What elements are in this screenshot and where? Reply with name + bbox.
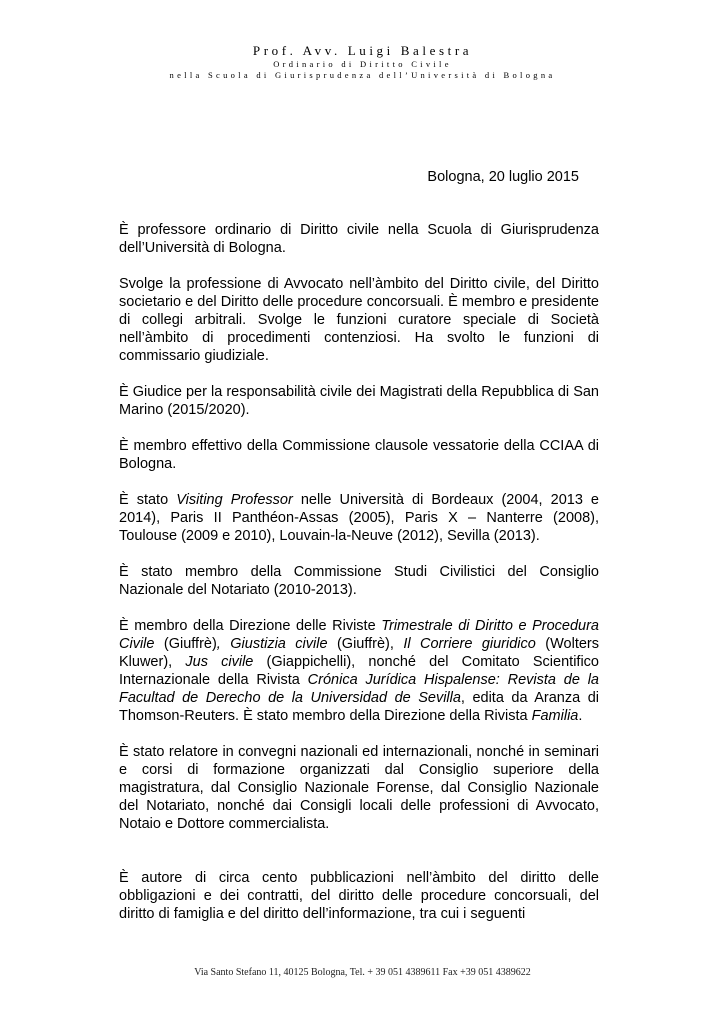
journal-title: Trimestrale di Diritto e Procedura Civile bbox=[119, 618, 599, 652]
letter-date: Bologna, 20 luglio 2015 bbox=[427, 169, 579, 185]
paragraph-cciaa-commission: È membro effettivo della Commissione clausole vessatorie della CCIAA di Bologna. bbox=[119, 438, 599, 472]
letter-body bbox=[119, 221, 599, 923]
letterhead bbox=[0, 42, 725, 81]
letterhead-subtitle-position: Ordinario di Diritto Civile bbox=[273, 59, 452, 69]
paragraph-legal-practice: Svolge la professione di Avvocato nell’àmbito del Diritto civile, del Diritto societario e del Diritto delle procedure concorsuali. È membro e presidente di collegi arbitrali. Svolge le funzioni curatore speciale di Società nell’àmbito di procedimenti contenziosi. Ha svolto le funzioni di commissario giudiziale. bbox=[119, 276, 599, 364]
paragraph-journal-boards bbox=[119, 617, 599, 725]
paragraph-publications: È autore di circa cento pubblicazioni nell’àmbito del diritto delle obbligazioni e dei contratti, del diritto delle procedure concorsuali, del diritto di famiglia e del diritto dell’informazione, tra cui i seguenti bbox=[119, 870, 599, 922]
italic-text-run: Visiting Professor bbox=[176, 492, 293, 508]
text-run: (Giappichelli), nonché del Comitato Scientifico Internazionale della Rivista bbox=[119, 654, 599, 688]
paragraph-conferences: È stato relatore in convegni nazionali ed internazionali, nonché in seminari e corsi di formazione organizzati dal Consiglio superiore della magistratura, dal Consiglio Nazionale Forense, dal Consiglio Nazionale del Notariato, nonché dai Consigli locali delle professioni di Avvocato, Notaio e Dottore commercialista. bbox=[119, 744, 599, 832]
letterhead-name: Prof. Avv. Luigi Balestra bbox=[252, 43, 473, 58]
paragraph-visiting-professor bbox=[119, 491, 599, 545]
text-run: nelle Università di Bordeaux (2004, 2013 e 2014), Paris II Panthéon-Assas (2005), Paris X – Nanterre (2008), Toulouse (2009 e 2010), Louvain-la-Neuve (2012), Sevilla (2013). bbox=[119, 492, 599, 544]
letterhead-subtitle-institution: nella Scuola di Giurisprudenza dell’Università di Bologna bbox=[169, 70, 556, 80]
text-run: È stato bbox=[119, 492, 177, 508]
text-run: , edita da Aranza di Thomson-Reuters. È stato membro della Direzione della Rivista bbox=[119, 690, 599, 724]
paragraph-professorship: È professore ordinario di Diritto civile nella Scuola di Giurisprudenza dell’Università di Bologna. bbox=[119, 222, 599, 256]
footer-address: Via Santo Stefano 11, 40125 Bologna, Tel. + 39 051 4389611 Fax +39 051 4389622 bbox=[194, 967, 531, 978]
journal-title: , Giustizia civile bbox=[216, 636, 328, 652]
text-run: (Giuffrè) bbox=[154, 636, 217, 652]
text-run: È membro della Direzione delle Riviste bbox=[119, 618, 382, 634]
text-run: (Wolters Kluwer), bbox=[119, 636, 599, 670]
journal-title: Jus civile bbox=[185, 654, 254, 670]
text-run: (Giuffrè), bbox=[327, 636, 404, 652]
journal-title: Crónica Jurídica Hispalense: Revista de la Facultad de Derecho de la Universidad de Sevilla bbox=[119, 672, 599, 706]
journal-title: Familia bbox=[531, 708, 579, 724]
text-run: . bbox=[578, 708, 583, 724]
paragraph-notariato-commission: È stato membro della Commissione Studi Civilistici del Consiglio Nazionale del Notariato (2010-2013). bbox=[119, 564, 599, 598]
journal-title: Il Corriere giuridico bbox=[403, 636, 536, 652]
paragraph-san-marino-judge: È Giudice per la responsabilità civile dei Magistrati della Repubblica di San Marino (2015/2020). bbox=[119, 384, 599, 418]
